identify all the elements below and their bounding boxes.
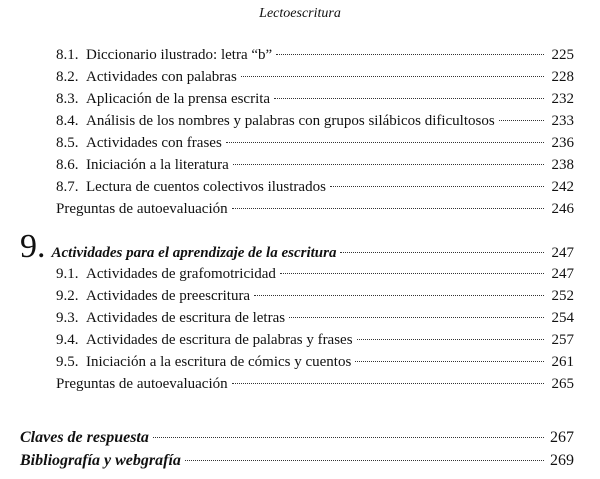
entry-page: 232	[551, 91, 574, 107]
toc-entry-9-3	[56, 308, 574, 328]
dot-leader	[241, 76, 544, 77]
entry-title: Diccionario ilustrado: letra “b”	[86, 47, 273, 63]
entry-page: 247	[551, 266, 574, 282]
toc-entry-8-3	[56, 89, 574, 109]
entry-title: Preguntas de autoevaluación	[56, 376, 228, 392]
dot-leader	[340, 252, 544, 253]
entry-title: Actividades con palabras	[86, 69, 237, 85]
dot-leader	[233, 164, 544, 165]
toc-entry-bibliografia	[20, 451, 574, 471]
toc-entry-9-2	[56, 286, 574, 306]
running-head: Lectoescritura	[259, 6, 341, 21]
entry-number: 8.5.	[56, 135, 79, 151]
dot-leader	[330, 186, 544, 187]
entry-title: Aplicación de la prensa escrita	[86, 91, 271, 107]
entry-title: Preguntas de autoevaluación	[56, 201, 228, 217]
dot-leader	[232, 208, 544, 209]
entry-number: 8.3.	[56, 91, 79, 107]
dot-leader	[153, 437, 544, 438]
toc-entry-8-6	[56, 155, 574, 175]
entry-number: 8.7.	[56, 179, 79, 195]
dot-leader	[232, 383, 544, 384]
toc-entry-8-2	[56, 67, 574, 87]
entry-title: Iniciación a la literatura	[86, 157, 229, 173]
dot-leader	[185, 460, 544, 461]
toc-chapter-9	[20, 228, 574, 268]
toc-entry-8-4	[56, 111, 574, 131]
entry-title: Actividades de grafomotricidad	[86, 266, 276, 282]
entry-page: 254	[551, 310, 574, 326]
entry-page: 269	[550, 452, 574, 469]
entry-page: 252	[551, 288, 574, 304]
toc-entry-claves	[20, 428, 574, 448]
entry-page: 257	[551, 332, 574, 348]
entry-number: 9.1.	[56, 266, 79, 282]
entry-number: 8.1.	[56, 47, 79, 63]
entry-title: Análisis de los nombres y palabras con grupos silábicos dificultosos	[86, 113, 495, 129]
toc-entry-9-4	[56, 330, 574, 350]
chapter-page: 247	[551, 245, 574, 261]
dot-leader	[276, 54, 544, 55]
dot-leader	[280, 273, 544, 274]
dot-leader	[289, 317, 544, 318]
dot-leader	[226, 142, 544, 143]
toc-entry-8-1	[56, 45, 574, 65]
dot-leader	[254, 295, 544, 296]
toc-entry-8-7	[56, 177, 574, 197]
entry-number: 9.5.	[56, 354, 79, 370]
entry-title: Bibliografía y webgrafía	[20, 452, 181, 469]
entry-title: Actividades de escritura de palabras y frases	[86, 332, 353, 348]
entry-title: Actividades con frases	[86, 135, 222, 151]
entry-title: Actividades de preescritura	[86, 288, 251, 304]
dot-leader	[355, 361, 544, 362]
entry-number: 9.2.	[56, 288, 79, 304]
dot-leader	[499, 120, 544, 121]
entry-page: 246	[551, 201, 574, 217]
toc-entry-9-5	[56, 352, 574, 372]
entry-number: 8.4.	[56, 113, 79, 129]
toc-entry-9-questions	[56, 374, 574, 394]
chapter-title: Actividades para el aprendizaje de la escritura	[51, 245, 337, 261]
dot-leader	[357, 339, 544, 340]
entry-page: 242	[551, 179, 574, 195]
entry-title: Actividades de escritura de letras	[86, 310, 286, 326]
entry-page: 265	[551, 376, 574, 392]
entry-title: Iniciación a la escritura de cómics y cuentos	[86, 354, 352, 370]
entry-title: Lectura de cuentos colectivos ilustrados	[86, 179, 326, 195]
entry-page: 261	[551, 354, 574, 370]
chapter-number: 9.	[20, 228, 46, 265]
entry-page: 228	[551, 69, 574, 85]
entry-page: 238	[551, 157, 574, 173]
entry-title: Claves de respuesta	[20, 429, 149, 446]
entry-page: 233	[551, 113, 574, 129]
entry-page: 267	[550, 429, 574, 446]
entry-number: 9.4.	[56, 332, 79, 348]
entry-number: 8.2.	[56, 69, 79, 85]
entry-number: 8.6.	[56, 157, 79, 173]
toc-entry-9-1	[56, 264, 574, 284]
entry-number: 9.3.	[56, 310, 79, 326]
dot-leader	[274, 98, 544, 99]
entry-page: 225	[551, 47, 574, 63]
toc-entry-8-5	[56, 133, 574, 153]
toc-entry-8-questions	[56, 199, 574, 219]
entry-page: 236	[551, 135, 574, 151]
